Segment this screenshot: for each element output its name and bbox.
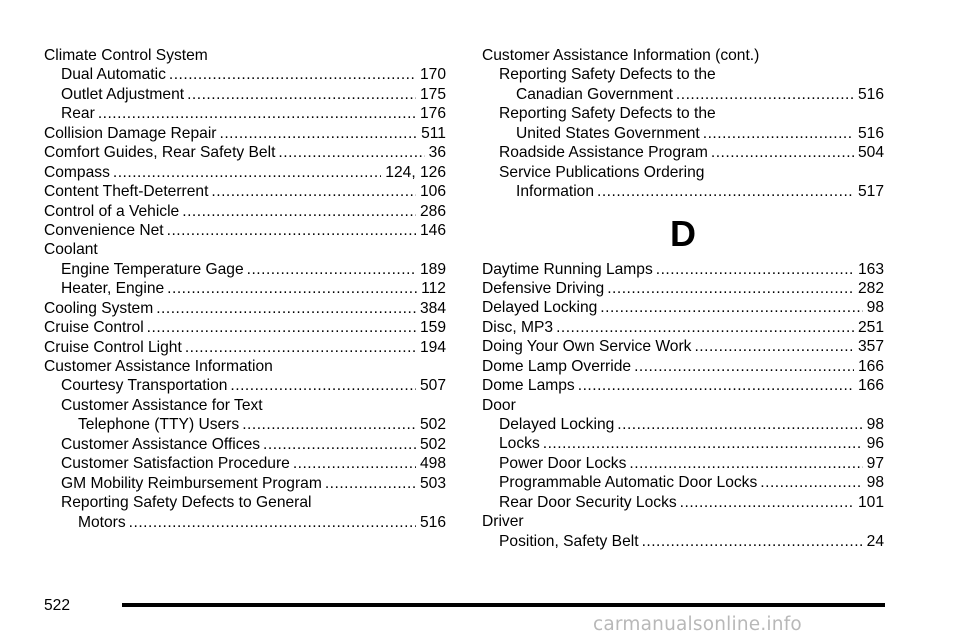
dot-leader bbox=[113, 163, 381, 182]
index-entry bbox=[482, 532, 884, 551]
index-entry-label: Driver bbox=[482, 513, 524, 531]
index-entry bbox=[44, 357, 446, 376]
index-entry bbox=[44, 338, 446, 357]
index-entry bbox=[44, 260, 446, 279]
dot-leader bbox=[293, 454, 416, 473]
index-entry-label: Information bbox=[516, 183, 595, 201]
index-entry-page: 166 bbox=[857, 357, 884, 375]
index-entry bbox=[44, 376, 446, 395]
index-entry-label: Comfort Guides, Rear Safety Belt bbox=[44, 144, 276, 162]
index-entry bbox=[44, 46, 446, 65]
index-entry-label: Door bbox=[482, 396, 516, 414]
index-entry bbox=[482, 260, 884, 279]
index-entry-label: Collision Damage Repair bbox=[44, 124, 217, 142]
index-entry bbox=[482, 163, 884, 182]
index-entry bbox=[44, 454, 446, 473]
index-entry-label: Roadside Assistance Program bbox=[499, 144, 708, 162]
index-entry-label: Control of a Vehicle bbox=[44, 202, 180, 220]
index-entry-label: Canadian Government bbox=[516, 85, 673, 103]
index-entry bbox=[482, 143, 884, 162]
dot-leader bbox=[169, 65, 416, 84]
dot-leader bbox=[617, 415, 862, 434]
index-entry bbox=[44, 415, 446, 434]
index-entry-page: 170 bbox=[419, 66, 446, 84]
index-entry-page: 159 bbox=[419, 319, 446, 337]
dot-leader bbox=[98, 104, 416, 123]
index-entry bbox=[44, 279, 446, 298]
dot-leader bbox=[167, 279, 417, 298]
index-entry-label: Disc, MP3 bbox=[482, 318, 554, 336]
index-entry-label: Doing Your Own Service Work bbox=[482, 338, 692, 356]
index-entry-label: Service Publications Ordering bbox=[499, 163, 705, 181]
dot-leader bbox=[242, 415, 416, 434]
dot-leader bbox=[187, 85, 416, 104]
dot-leader bbox=[680, 493, 854, 512]
dot-leader bbox=[167, 221, 416, 240]
index-entry bbox=[482, 473, 884, 492]
index-entry-page: 112 bbox=[421, 280, 446, 298]
index-entry-label: Convenience Net bbox=[44, 221, 164, 239]
dot-leader bbox=[147, 318, 416, 337]
dot-leader bbox=[156, 299, 416, 318]
index-entry-label: Coolant bbox=[44, 241, 98, 259]
dot-leader bbox=[694, 337, 854, 356]
dot-leader bbox=[211, 182, 416, 201]
index-entry bbox=[44, 318, 446, 337]
index-entry bbox=[44, 435, 446, 454]
index-entry-page: 357 bbox=[857, 338, 884, 356]
index-entry-label: Delayed Locking bbox=[499, 416, 615, 433]
index-entry-page: 503 bbox=[419, 474, 446, 492]
index-entry bbox=[482, 337, 884, 356]
index-entry bbox=[482, 357, 884, 376]
dot-leader bbox=[325, 474, 416, 493]
dot-leader bbox=[760, 473, 862, 492]
index-entry-label: Delayed Locking bbox=[482, 299, 598, 317]
index-entry bbox=[482, 182, 884, 201]
dot-leader bbox=[711, 143, 854, 162]
dot-leader bbox=[543, 434, 863, 453]
index-entry bbox=[44, 396, 446, 415]
index-entry-page: 498 bbox=[419, 455, 446, 473]
index-entry bbox=[44, 182, 446, 201]
index-entry-label: Compass bbox=[44, 163, 110, 181]
index-entry bbox=[44, 221, 446, 240]
index-entry-page: 176 bbox=[419, 105, 446, 123]
dot-leader bbox=[230, 376, 416, 395]
dot-leader bbox=[676, 85, 854, 104]
index-entry-label: Rear Door Security Locks bbox=[499, 493, 677, 511]
index-entry-label: Dome Lamp Override bbox=[482, 357, 632, 375]
index-entry bbox=[44, 493, 446, 512]
index-entry-label: Position, Safety Belt bbox=[499, 532, 639, 550]
dot-leader bbox=[129, 513, 416, 532]
index-entry-label: Power Door Locks bbox=[499, 454, 627, 472]
index-entry bbox=[482, 46, 884, 65]
index-entry-label: Courtesy Transportation bbox=[61, 377, 228, 395]
index-entry-page: 189 bbox=[419, 260, 446, 278]
index-entry-label: Content Theft-Deterrent bbox=[44, 183, 209, 201]
dot-leader bbox=[219, 124, 417, 143]
index-entry-label: Reporting Safety Defects to General bbox=[61, 494, 312, 512]
index-entry bbox=[44, 65, 446, 84]
index-entry-page: 36 bbox=[428, 144, 446, 162]
index-entry-page: 98 bbox=[866, 299, 884, 317]
index-entry-label: United States Government bbox=[516, 124, 700, 142]
dot-leader bbox=[629, 454, 862, 473]
index-entry bbox=[482, 65, 884, 84]
index-entry-label: Customer Assistance for Text bbox=[61, 396, 263, 414]
index-entry-page: 251 bbox=[857, 318, 884, 336]
index-entry bbox=[44, 240, 446, 259]
dot-leader bbox=[656, 260, 854, 279]
index-entry-page: 511 bbox=[421, 124, 446, 142]
index-entry bbox=[44, 85, 446, 104]
index-entry-page: 146 bbox=[419, 221, 446, 239]
dot-leader bbox=[597, 182, 854, 201]
index-entry-page: 98 bbox=[866, 416, 884, 433]
footer-rule bbox=[122, 603, 885, 607]
dot-leader bbox=[247, 260, 416, 279]
index-entry-page: 106 bbox=[419, 183, 446, 201]
index-entry-page: 166 bbox=[857, 377, 884, 395]
index-column-left bbox=[44, 46, 446, 532]
dot-leader bbox=[278, 143, 424, 162]
index-entry-label: Climate Control System bbox=[44, 47, 208, 64]
dot-leader bbox=[600, 298, 862, 317]
index-entry bbox=[482, 298, 884, 317]
section-letter-heading: D bbox=[670, 212, 696, 254]
dot-leader bbox=[185, 338, 416, 357]
index-entry-label: Rear bbox=[61, 105, 95, 123]
index-entry bbox=[44, 474, 446, 493]
index-entry bbox=[482, 279, 884, 298]
index-entry-label: Dome Lamps bbox=[482, 377, 575, 395]
dot-leader bbox=[182, 202, 416, 221]
index-entry-label: Cruise Control bbox=[44, 319, 144, 337]
index-entry-page: 507 bbox=[419, 377, 446, 395]
index-entry bbox=[44, 124, 446, 143]
index-entry-label: Programmable Automatic Door Locks bbox=[499, 474, 758, 492]
dot-leader bbox=[607, 279, 854, 298]
index-entry-page: 286 bbox=[419, 202, 446, 220]
index-entry bbox=[44, 163, 446, 182]
index-entry-label: Dual Automatic bbox=[61, 66, 166, 84]
index-entry bbox=[482, 318, 884, 337]
index-entry-page: 97 bbox=[866, 454, 884, 472]
index-entry-label: Outlet Adjustment bbox=[61, 85, 185, 103]
index-entry-label: Daytime Running Lamps bbox=[482, 260, 653, 278]
index-entry-label: Engine Temperature Gage bbox=[61, 260, 244, 278]
dot-leader bbox=[642, 532, 863, 551]
index-entry-page: 384 bbox=[419, 299, 446, 317]
index-entry-label: Telephone (TTY) Users bbox=[78, 416, 240, 434]
index-entry-label: Defensive Driving bbox=[482, 279, 605, 297]
index-entry bbox=[482, 104, 884, 123]
index-entry-page: 24 bbox=[866, 532, 884, 550]
index-entry-page: 194 bbox=[419, 338, 446, 356]
index-entry bbox=[44, 202, 446, 221]
index-entry bbox=[44, 104, 446, 123]
index-entry bbox=[482, 512, 884, 531]
index-entry-page: 516 bbox=[419, 513, 446, 531]
index-entry-page: 163 bbox=[857, 260, 884, 278]
watermark-text: carmanualsonline.info bbox=[593, 614, 802, 635]
dot-leader bbox=[556, 318, 854, 337]
index-entry bbox=[482, 376, 884, 395]
index-entry-label: Customer Assistance Offices bbox=[61, 435, 261, 453]
dot-leader bbox=[703, 124, 854, 143]
index-entry-page: 504 bbox=[857, 144, 884, 162]
index-entry-label: Reporting Safety Defects to the bbox=[499, 66, 716, 84]
index-entry-page: 502 bbox=[419, 435, 446, 453]
index-entry-page: 124, 126 bbox=[385, 163, 446, 181]
index-entry bbox=[482, 454, 884, 473]
index-entry-page: 96 bbox=[866, 435, 884, 453]
index-entry-page: 516 bbox=[857, 124, 884, 142]
index-entry-page: 98 bbox=[866, 474, 884, 492]
index-entry bbox=[44, 299, 446, 318]
index-entry bbox=[482, 415, 884, 434]
index-entry-page: 101 bbox=[857, 493, 884, 511]
index-entry-label: Reporting Safety Defects to the bbox=[499, 105, 716, 123]
index-entry-label: GM Mobility Reimbursement Program bbox=[61, 474, 322, 492]
index-entry bbox=[482, 493, 884, 512]
index-group-d bbox=[482, 260, 884, 552]
index-entry-label: Motors bbox=[78, 513, 126, 531]
index-entry-page: 517 bbox=[857, 183, 884, 201]
index-entry bbox=[482, 124, 884, 143]
index-entry-label: Cooling System bbox=[44, 299, 154, 317]
index-entry bbox=[482, 434, 884, 453]
index-entry bbox=[482, 85, 884, 104]
index-entry-label: Customer Assistance Information bbox=[44, 358, 273, 375]
index-entry bbox=[482, 396, 884, 415]
index-entry-label: Customer Assistance Information (cont.) bbox=[482, 47, 760, 64]
index-entry bbox=[44, 513, 446, 532]
index-entry-label: Customer Satisfaction Procedure bbox=[61, 455, 290, 473]
index-group-c-continued bbox=[482, 46, 884, 202]
index-entry bbox=[44, 143, 446, 162]
dot-leader bbox=[263, 435, 416, 454]
dot-leader bbox=[578, 376, 854, 395]
dot-leader bbox=[634, 357, 854, 376]
index-entry-label: Cruise Control Light bbox=[44, 338, 182, 356]
index-entry-page: 175 bbox=[419, 85, 446, 103]
index-entry-label: Locks bbox=[499, 435, 540, 453]
index-entry-page: 282 bbox=[857, 279, 884, 297]
index-entry-label: Heater, Engine bbox=[61, 280, 165, 298]
index-column-right bbox=[482, 46, 884, 551]
page-number: 522 bbox=[44, 597, 71, 614]
index-entry-page: 516 bbox=[857, 85, 884, 103]
index-entry-page: 502 bbox=[419, 416, 446, 434]
